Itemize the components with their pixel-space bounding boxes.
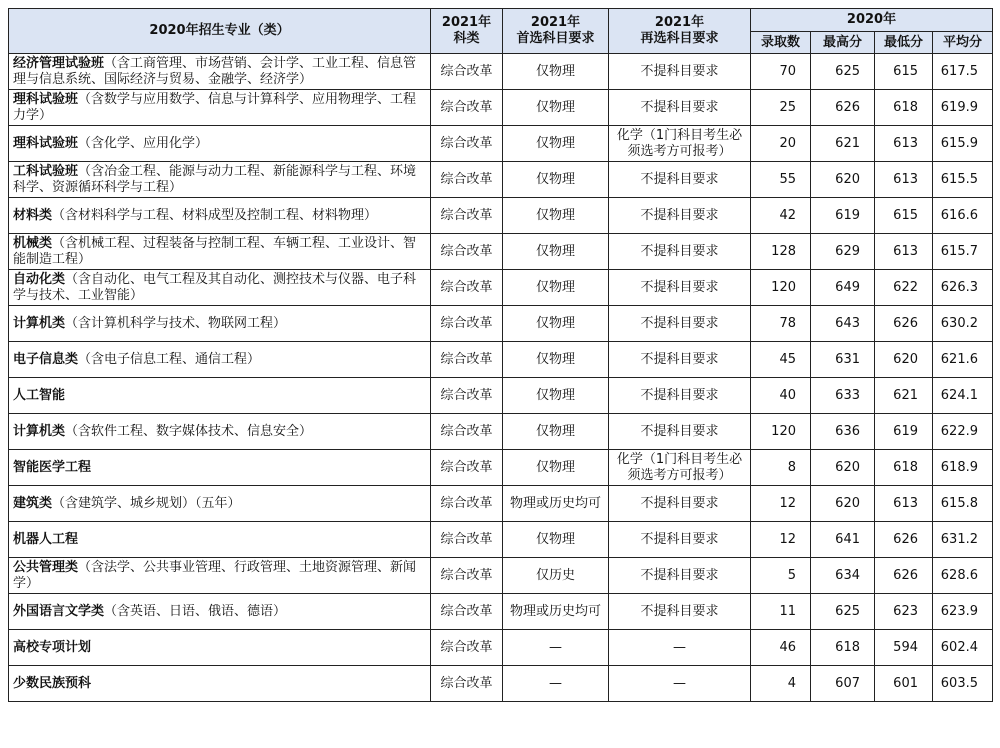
header-year-2020: 2020年 <box>751 9 993 32</box>
max-score-cell: 631 <box>811 342 875 378</box>
first-requirement-cell: 物理或历史均可 <box>503 486 609 522</box>
admit-count-cell: 42 <box>751 198 811 234</box>
major-cell <box>9 378 431 414</box>
min-score-cell: 613 <box>875 162 933 198</box>
first-requirement-cell: 仅物理 <box>503 378 609 414</box>
header-admit-count: 录取数 <box>751 32 811 54</box>
table-row <box>9 342 993 378</box>
major-cell <box>9 558 431 594</box>
admit-count-cell: 40 <box>751 378 811 414</box>
admit-count-cell: 46 <box>751 630 811 666</box>
admit-count-cell: 25 <box>751 90 811 126</box>
admit-count-cell: 20 <box>751 126 811 162</box>
subject-type-cell: 综合改革 <box>431 486 503 522</box>
major-cell <box>9 270 431 306</box>
major-name: 理科试验班 <box>13 135 79 151</box>
major-name: 机器人工程 <box>13 531 79 547</box>
avg-score-cell: 630.2 <box>933 306 993 342</box>
subject-type-cell: 综合改革 <box>431 414 503 450</box>
major-name: 少数民族预科 <box>13 675 92 691</box>
max-score-cell: 620 <box>811 486 875 522</box>
major-detail: （含冶金工程、能源与动力工程、新能源科学与工程、环境科学、资源循环科学与工程） <box>13 163 417 195</box>
first-requirement-cell: 仅物理 <box>503 522 609 558</box>
subject-type-cell: 综合改革 <box>431 630 503 666</box>
major-name: 材料类 <box>13 207 53 223</box>
second-requirement-cell: 不提科目要求 <box>609 414 751 450</box>
max-score-cell: 636 <box>811 414 875 450</box>
second-requirement-cell: — <box>609 666 751 702</box>
second-requirement-cell: 化学（1门科目考生必须选考方可报考） <box>609 450 751 486</box>
table-row <box>9 522 993 558</box>
first-requirement-cell: 仅物理 <box>503 126 609 162</box>
header-second-requirement: 2021年 再选科目要求 <box>609 9 751 54</box>
min-score-cell: 615 <box>875 198 933 234</box>
avg-score-cell: 621.6 <box>933 342 993 378</box>
subject-type-cell: 综合改革 <box>431 126 503 162</box>
subject-type-cell: 综合改革 <box>431 162 503 198</box>
major-detail: （含自动化、电气工程及其自动化、测控技术与仪器、电子科学与技术、工业智能） <box>13 271 417 303</box>
avg-score-cell: 616.6 <box>933 198 993 234</box>
first-requirement-cell: 仅物理 <box>503 90 609 126</box>
table-row <box>9 378 993 414</box>
subject-type-cell: 综合改革 <box>431 270 503 306</box>
second-requirement-cell: — <box>609 630 751 666</box>
second-requirement-cell: 不提科目要求 <box>609 54 751 90</box>
subject-type-cell: 综合改革 <box>431 594 503 630</box>
avg-score-cell: 615.8 <box>933 486 993 522</box>
admit-count-cell: 12 <box>751 522 811 558</box>
table-row <box>9 414 993 450</box>
avg-score-cell: 615.7 <box>933 234 993 270</box>
major-detail: （含建筑学、城乡规划）（五年） <box>52 495 241 511</box>
first-requirement-cell: 物理或历史均可 <box>503 594 609 630</box>
major-name: 公共管理类 <box>13 559 79 575</box>
avg-score-cell: 631.2 <box>933 522 993 558</box>
major-name: 外国语言文学类 <box>13 603 105 619</box>
major-detail: （含数学与应用数学、信息与计算科学、应用物理学、工程力学） <box>13 91 417 123</box>
first-requirement-cell: 仅物理 <box>503 162 609 198</box>
header-first-requirement: 2021年 首选科目要求 <box>503 9 609 54</box>
table-row <box>9 630 993 666</box>
major-name: 理科试验班 <box>13 91 79 107</box>
major-name: 建筑类 <box>13 495 53 511</box>
subject-type-cell: 综合改革 <box>431 558 503 594</box>
min-score-cell: 618 <box>875 450 933 486</box>
major-cell <box>9 162 431 198</box>
admit-count-cell: 128 <box>751 234 811 270</box>
avg-score-cell: 619.9 <box>933 90 993 126</box>
major-detail: （含软件工程、数字媒体技术、信息安全） <box>65 423 313 439</box>
subject-type-cell: 综合改革 <box>431 522 503 558</box>
max-score-cell: 634 <box>811 558 875 594</box>
min-score-cell: 618 <box>875 90 933 126</box>
max-score-cell: 620 <box>811 450 875 486</box>
avg-score-cell: 615.9 <box>933 126 993 162</box>
max-score-cell: 625 <box>811 594 875 630</box>
table-row <box>9 486 993 522</box>
min-score-cell: 626 <box>875 522 933 558</box>
major-cell <box>9 666 431 702</box>
major-detail: （含机械工程、过程装备与控制工程、车辆工程、工业设计、智能制造工程） <box>13 235 417 267</box>
max-score-cell: 626 <box>811 90 875 126</box>
max-score-cell: 620 <box>811 162 875 198</box>
header-avg-score: 平均分 <box>933 32 993 54</box>
subject-type-cell: 综合改革 <box>431 306 503 342</box>
second-requirement-cell: 不提科目要求 <box>609 198 751 234</box>
max-score-cell: 607 <box>811 666 875 702</box>
max-score-cell: 633 <box>811 378 875 414</box>
avg-score-cell: 622.9 <box>933 414 993 450</box>
min-score-cell: 620 <box>875 342 933 378</box>
table-row <box>9 90 993 126</box>
header-min-score: 最低分 <box>875 32 933 54</box>
second-requirement-cell: 化学（1门科目考生必须选考方可报考） <box>609 126 751 162</box>
major-cell <box>9 594 431 630</box>
second-requirement-cell: 不提科目要求 <box>609 594 751 630</box>
major-cell <box>9 234 431 270</box>
major-detail: （含材料科学与工程、材料成型及控制工程、材料物理） <box>52 207 378 223</box>
subject-type-cell: 综合改革 <box>431 234 503 270</box>
major-cell <box>9 306 431 342</box>
second-requirement-cell: 不提科目要求 <box>609 234 751 270</box>
avg-score-cell: 615.5 <box>933 162 993 198</box>
min-score-cell: 594 <box>875 630 933 666</box>
second-requirement-cell: 不提科目要求 <box>609 486 751 522</box>
header-major: 2020年招生专业（类） <box>9 9 431 54</box>
min-score-cell: 613 <box>875 234 933 270</box>
min-score-cell: 622 <box>875 270 933 306</box>
first-requirement-cell: 仅物理 <box>503 306 609 342</box>
min-score-cell: 613 <box>875 486 933 522</box>
second-requirement-cell: 不提科目要求 <box>609 270 751 306</box>
admit-count-cell: 8 <box>751 450 811 486</box>
avg-score-cell: 618.9 <box>933 450 993 486</box>
min-score-cell: 619 <box>875 414 933 450</box>
table-row <box>9 594 993 630</box>
admit-count-cell: 45 <box>751 342 811 378</box>
major-detail: （含法学、公共事业管理、行政管理、土地资源管理、新闻学） <box>13 559 417 591</box>
admit-count-cell: 5 <box>751 558 811 594</box>
major-cell <box>9 198 431 234</box>
table-row <box>9 270 993 306</box>
header-subject-type: 2021年 科类 <box>431 9 503 54</box>
second-requirement-cell: 不提科目要求 <box>609 522 751 558</box>
major-name: 工科试验班 <box>13 163 79 179</box>
first-requirement-cell: 仅物理 <box>503 54 609 90</box>
admission-table <box>8 8 993 702</box>
table-row <box>9 234 993 270</box>
major-cell <box>9 486 431 522</box>
subject-type-cell: 综合改革 <box>431 54 503 90</box>
major-cell <box>9 90 431 126</box>
max-score-cell: 625 <box>811 54 875 90</box>
subject-type-cell: 综合改革 <box>431 450 503 486</box>
max-score-cell: 641 <box>811 522 875 558</box>
major-cell <box>9 414 431 450</box>
first-requirement-cell: 仅物理 <box>503 270 609 306</box>
header-max-score: 最高分 <box>811 32 875 54</box>
second-requirement-cell: 不提科目要求 <box>609 558 751 594</box>
table-row <box>9 126 993 162</box>
major-cell <box>9 630 431 666</box>
major-name: 计算机类 <box>13 423 66 439</box>
first-requirement-cell: 仅物理 <box>503 234 609 270</box>
min-score-cell: 615 <box>875 54 933 90</box>
major-cell <box>9 126 431 162</box>
admit-count-cell: 70 <box>751 54 811 90</box>
major-name: 智能医学工程 <box>13 459 92 475</box>
second-requirement-cell: 不提科目要求 <box>609 378 751 414</box>
min-score-cell: 626 <box>875 306 933 342</box>
table-row <box>9 198 993 234</box>
avg-score-cell: 603.5 <box>933 666 993 702</box>
avg-score-cell: 626.3 <box>933 270 993 306</box>
major-detail: （含工商管理、市场营销、会计学、工业工程、信息管理与信息系统、国际经济与贸易、金融学、经济学） <box>13 55 417 87</box>
max-score-cell: 629 <box>811 234 875 270</box>
table-row <box>9 162 993 198</box>
major-detail: （含电子信息工程、通信工程） <box>78 351 261 367</box>
major-detail: （含化学、应用化学） <box>78 135 209 151</box>
min-score-cell: 613 <box>875 126 933 162</box>
major-name: 高校专项计划 <box>13 639 92 655</box>
subject-type-cell: 综合改革 <box>431 666 503 702</box>
major-cell <box>9 54 431 90</box>
min-score-cell: 623 <box>875 594 933 630</box>
first-requirement-cell: 仅物理 <box>503 450 609 486</box>
admit-count-cell: 11 <box>751 594 811 630</box>
major-detail: （含计算机科学与技术、物联网工程） <box>65 315 287 331</box>
max-score-cell: 649 <box>811 270 875 306</box>
admit-count-cell: 4 <box>751 666 811 702</box>
max-score-cell: 619 <box>811 198 875 234</box>
table-body <box>9 54 993 702</box>
major-name: 计算机类 <box>13 315 66 331</box>
min-score-cell: 626 <box>875 558 933 594</box>
avg-score-cell: 602.4 <box>933 630 993 666</box>
first-requirement-cell: 仅物理 <box>503 414 609 450</box>
second-requirement-cell: 不提科目要求 <box>609 162 751 198</box>
subject-type-cell: 综合改革 <box>431 378 503 414</box>
admission-table-container <box>8 8 992 702</box>
max-score-cell: 643 <box>811 306 875 342</box>
table-row <box>9 54 993 90</box>
major-cell <box>9 522 431 558</box>
major-cell <box>9 450 431 486</box>
admit-count-cell: 55 <box>751 162 811 198</box>
first-requirement-cell: 仅历史 <box>503 558 609 594</box>
avg-score-cell: 628.6 <box>933 558 993 594</box>
subject-type-cell: 综合改革 <box>431 90 503 126</box>
table-row <box>9 558 993 594</box>
second-requirement-cell: 不提科目要求 <box>609 342 751 378</box>
subject-type-cell: 综合改革 <box>431 342 503 378</box>
first-requirement-cell: 仅物理 <box>503 342 609 378</box>
max-score-cell: 618 <box>811 630 875 666</box>
min-score-cell: 621 <box>875 378 933 414</box>
major-name: 机械类 <box>13 235 53 251</box>
subject-type-cell: 综合改革 <box>431 198 503 234</box>
major-name: 人工智能 <box>13 387 66 403</box>
major-name: 自动化类 <box>13 271 66 287</box>
table-row <box>9 666 993 702</box>
max-score-cell: 621 <box>811 126 875 162</box>
admit-count-cell: 78 <box>751 306 811 342</box>
first-requirement-cell: — <box>503 666 609 702</box>
first-requirement-cell: — <box>503 630 609 666</box>
table-row <box>9 450 993 486</box>
admit-count-cell: 12 <box>751 486 811 522</box>
avg-score-cell: 624.1 <box>933 378 993 414</box>
major-cell <box>9 342 431 378</box>
table-row <box>9 306 993 342</box>
avg-score-cell: 617.5 <box>933 54 993 90</box>
admit-count-cell: 120 <box>751 414 811 450</box>
major-name: 电子信息类 <box>13 351 79 367</box>
second-requirement-cell: 不提科目要求 <box>609 306 751 342</box>
avg-score-cell: 623.9 <box>933 594 993 630</box>
major-detail: （含英语、日语、俄语、德语） <box>104 603 287 619</box>
admit-count-cell: 120 <box>751 270 811 306</box>
second-requirement-cell: 不提科目要求 <box>609 90 751 126</box>
min-score-cell: 601 <box>875 666 933 702</box>
first-requirement-cell: 仅物理 <box>503 198 609 234</box>
major-name: 经济管理试验班 <box>13 55 105 71</box>
